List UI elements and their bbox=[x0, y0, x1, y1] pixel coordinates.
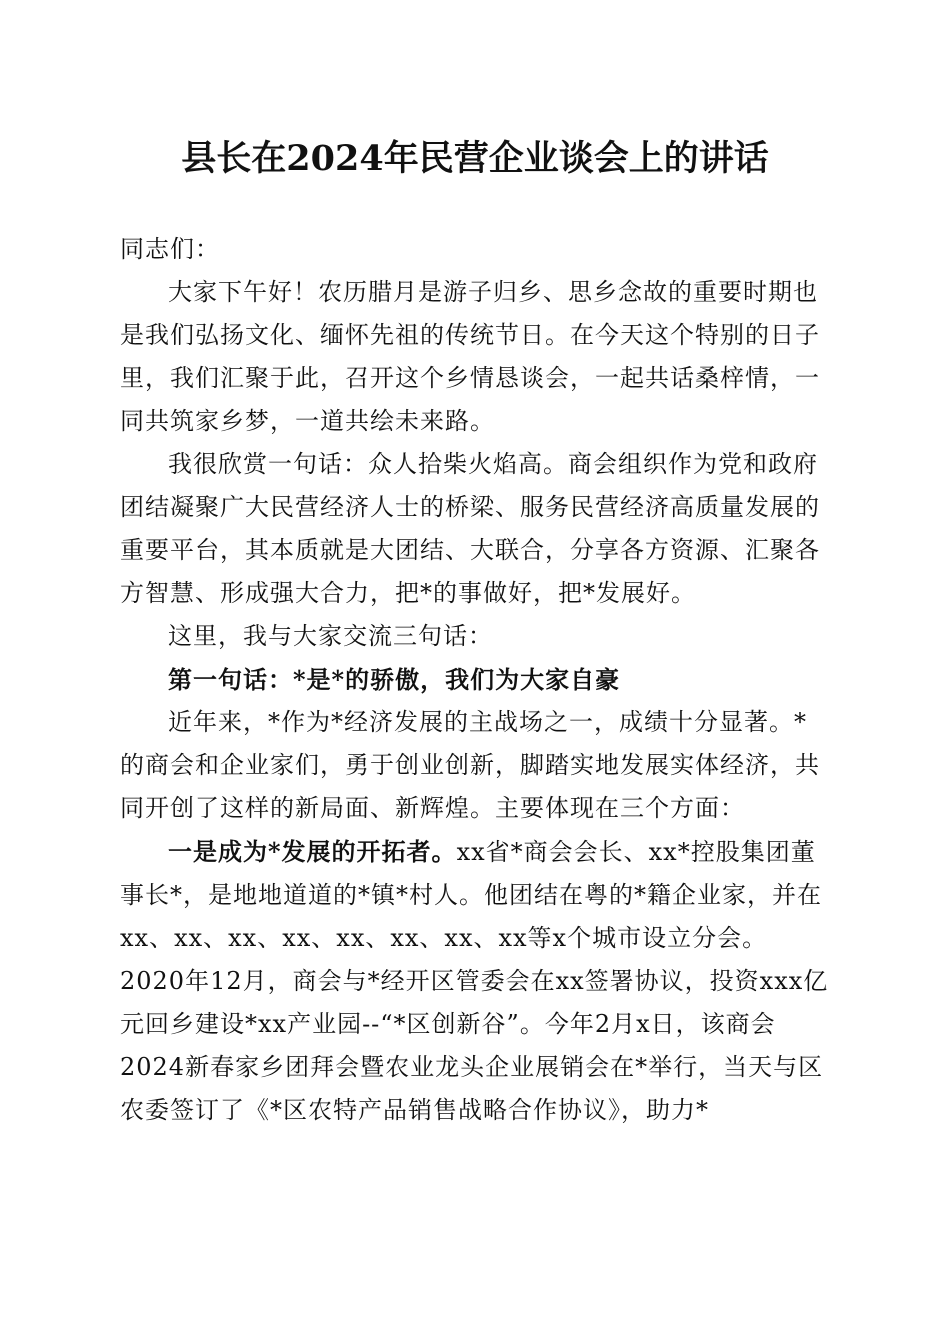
paragraph-greeting: 大家下午好！农历腊月是游子归乡、思乡念故的重要时期也是我们弘扬文化、缅怀先祖的传统节日。在今天这个特别的日子里，我们汇聚于此，召开这个乡情恳谈会，一起共话桑梓情，一同共筑家乡梦，一道共绘未来路。 bbox=[120, 278, 820, 435]
paragraph-achievements: 近年来，*作为*经济发展的主战场之一，成绩十分显著。*的商会和企业家们，勇于创业创新，脚踏实地发展实体经济，共同开创了这样的新局面、新辉煌。主要体现在三个方面： bbox=[120, 708, 820, 822]
salutation: 同志们： bbox=[120, 235, 220, 263]
paragraph-chamber-role: 我很欣赏一句话：众人拾柴火焰高。商会组织作为党和政府团结凝聚广大民营经济人士的桥梁、服务民营经济高质量发展的重要平台，其本质就是大团结、大联合，分享各方资源、汇聚各方智慧、形成强大合力，把*的事做好，把*发展好。 bbox=[120, 450, 820, 607]
document-body bbox=[120, 228, 830, 1132]
paragraph-pioneer-lead: 一是成为*发展的开拓者。 bbox=[168, 837, 457, 866]
paragraph-pioneer bbox=[120, 830, 830, 1132]
document-title: 县长在2024年民营企业谈会上的讲话 bbox=[181, 138, 769, 179]
paragraph-pioneer-body: xx省*商会会长、xx*控股集团董事长*，是地地道道的*镇*村人。他团结在粤的*籍企业家，并在xx、xx、xx、xx、xx、xx、xx、xx等x个城市设立分会。2020年12月，商会与*经开区管委会在xx签署协议，投资xxx亿元回乡建设*xx产业园--“*区创新谷”。今年2月x日，该商会2024新春家乡团拜会暨农业龙头企业展销会在*举行，当天与区农委签订了《*区农特产品销售战略合作协议》，助力* bbox=[120, 838, 829, 1124]
paragraph-three-sentences: 这里，我与大家交流三句话： bbox=[168, 622, 493, 650]
section-heading-first-sentence: 第一句话：*是*的骄傲，我们为大家自豪 bbox=[168, 665, 621, 694]
